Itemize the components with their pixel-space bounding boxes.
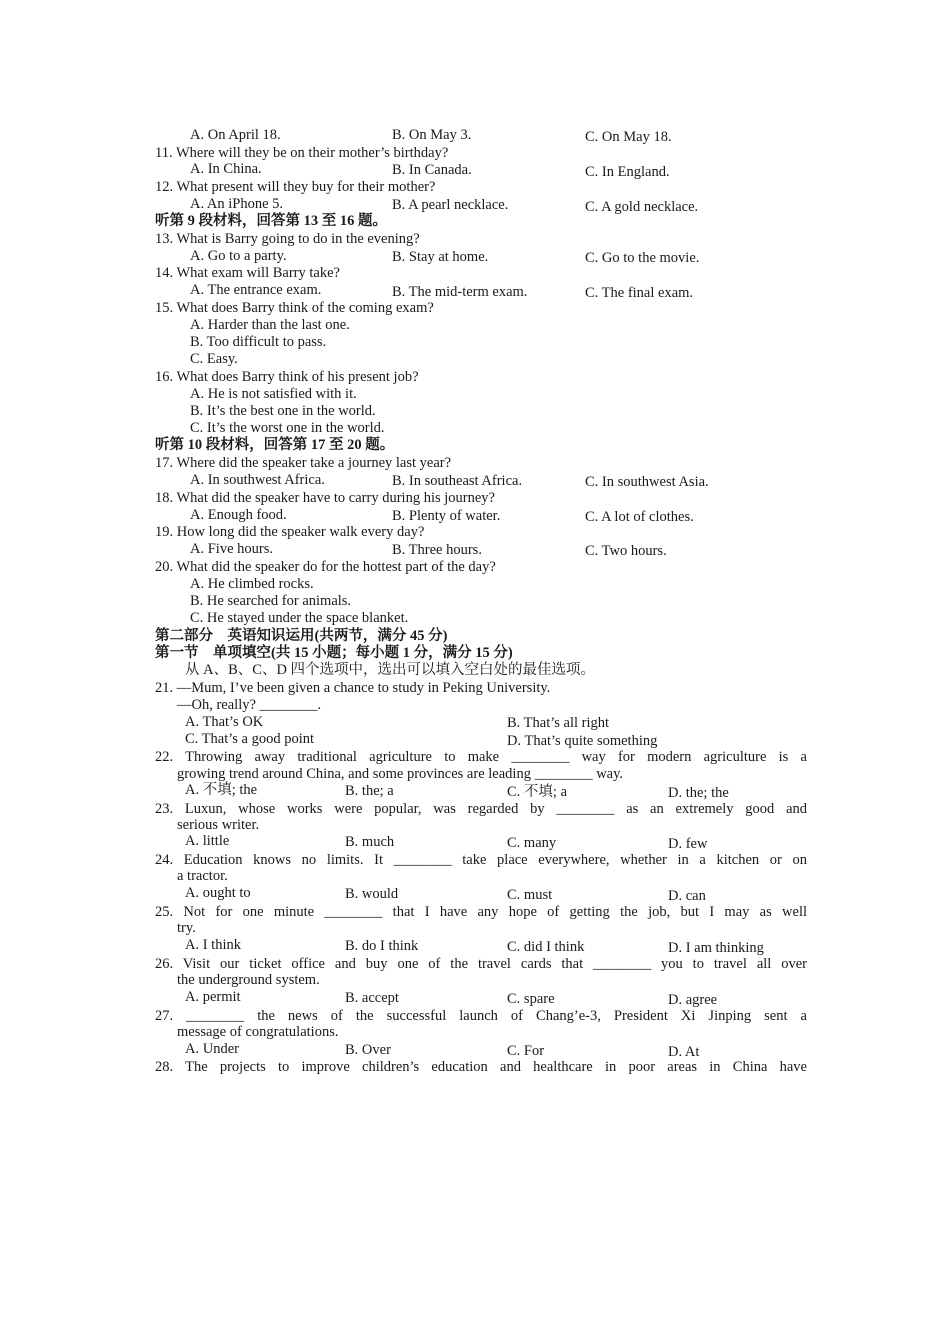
q27-stem: 27. ________ the news of the successful launch of Chang’e-3, President Xi Jinping sent a bbox=[155, 1008, 807, 1024]
q22-option-d: D. the; the bbox=[668, 785, 729, 801]
q17-option-a: A. In southwest Africa. bbox=[190, 472, 325, 488]
q22-stem: 22. Throwing away traditional agriculture to make ________ way for modern agriculture is a bbox=[155, 749, 807, 765]
q11-stem: 11. Where will they be on their mother’s birthday? bbox=[155, 145, 449, 161]
q25-option-b: B. do I think bbox=[345, 938, 419, 954]
q24-stem-cont: a tractor. bbox=[177, 868, 228, 884]
q26-option-a: A. permit bbox=[185, 989, 241, 1005]
instructions: 从 A、B、C、D 四个选项中，选出可以填入空白处的最佳选项。 bbox=[185, 662, 596, 678]
q10-option-c: C. On May 18. bbox=[585, 129, 672, 145]
q16-option-a: A. He is not satisfied with it. bbox=[190, 386, 357, 402]
q12-option-a: A. An iPhone 5. bbox=[190, 196, 284, 212]
section-10-heading: 听第 10 段材料，回答第 17 至 20 题。 bbox=[155, 437, 395, 453]
q14-stem: 14. What exam will Barry take? bbox=[155, 265, 340, 281]
q19-option-a: A. Five hours. bbox=[190, 541, 273, 557]
q21-option-d: D. That’s quite something bbox=[507, 733, 658, 749]
q27-option-b: B. Over bbox=[345, 1042, 391, 1058]
section-9-heading: 听第 9 段材料，回答第 13 至 16 题。 bbox=[155, 213, 387, 229]
q26-option-d: D. agree bbox=[668, 992, 718, 1008]
q12-option-c: C. A gold necklace. bbox=[585, 199, 699, 215]
q20-option-c: C. He stayed under the space blanket. bbox=[190, 610, 409, 626]
q21-option-a: A. That’s OK bbox=[185, 714, 264, 730]
q24-option-a: A. ought to bbox=[185, 885, 251, 901]
q24-option-d: D. can bbox=[668, 888, 706, 904]
q14-option-a: A. The entrance exam. bbox=[190, 282, 322, 298]
q18-option-b: B. Plenty of water. bbox=[392, 508, 501, 524]
q24-option-b: B. would bbox=[345, 886, 399, 902]
part-2-heading: 第二部分 英语知识运用(共两节，满分 45 分) bbox=[155, 628, 448, 644]
q19-option-b: B. Three hours. bbox=[392, 542, 482, 558]
q18-option-c: C. A lot of clothes. bbox=[585, 509, 694, 525]
q26-option-c: C. spare bbox=[507, 991, 555, 1007]
q15-option-c: C. Easy. bbox=[190, 351, 238, 367]
q21-stem-cont: —Oh, really? ________. bbox=[177, 697, 322, 713]
q26-stem-cont: the underground system. bbox=[177, 972, 320, 988]
q18-option-a: A. Enough food. bbox=[190, 507, 287, 523]
q16-stem: 16. What does Barry think of his present job? bbox=[155, 369, 419, 385]
q14-option-c: C. The final exam. bbox=[585, 285, 694, 301]
q26-option-b: B. accept bbox=[345, 990, 399, 1006]
q14-option-b: B. The mid-term exam. bbox=[392, 284, 528, 300]
q15-stem: 15. What does Barry think of the coming exam? bbox=[155, 300, 434, 316]
q11-option-b: B. In Canada. bbox=[392, 162, 472, 178]
q17-option-c: C. In southwest Asia. bbox=[585, 474, 709, 490]
q19-stem: 19. How long did the speaker walk every day? bbox=[155, 524, 425, 540]
q27-stem-cont: message of congratulations. bbox=[177, 1024, 339, 1040]
q15-option-a: A. Harder than the last one. bbox=[190, 317, 350, 333]
q25-option-d: D. I am thinking bbox=[668, 940, 764, 956]
q13-option-b: B. Stay at home. bbox=[392, 249, 489, 265]
q11-option-c: C. In England. bbox=[585, 164, 670, 180]
q28-stem: 28. The projects to improve children’s education and healthcare in poor areas in China have bbox=[155, 1059, 807, 1075]
q23-stem: 23. Luxun, whose works were popular, was regarded by ________ as an extremely good and bbox=[155, 801, 807, 817]
q10-option-b: B. On May 3. bbox=[392, 127, 472, 143]
q13-option-c: C. Go to the movie. bbox=[585, 250, 700, 266]
q24-stem: 24. Education knows no limits. It ________ take place everywhere, whether in a kitchen or on bbox=[155, 852, 807, 868]
q12-option-b: B. A pearl necklace. bbox=[392, 197, 509, 213]
q21-option-c: C. That’s a good point bbox=[185, 731, 315, 747]
q23-option-b: B. much bbox=[345, 834, 395, 850]
q27-option-d: D. At bbox=[668, 1044, 700, 1060]
q22-option-c: C. 不填; a bbox=[507, 784, 568, 800]
q23-option-a: A. little bbox=[185, 833, 230, 849]
q23-stem-cont: serious writer. bbox=[177, 817, 260, 833]
q13-option-a: A. Go to a party. bbox=[190, 248, 287, 264]
q10-option-a: A. On April 18. bbox=[190, 127, 281, 143]
q18-stem: 18. What did the speaker have to carry during his journey? bbox=[155, 490, 495, 506]
q19-option-c: C. Two hours. bbox=[585, 543, 667, 559]
q16-option-c: C. It’s the worst one in the world. bbox=[190, 420, 385, 436]
q22-stem-cont: growing trend around China, and some provinces are leading ________ way. bbox=[177, 766, 624, 782]
section-1-heading: 第一节 单项填空(共 15 小题；每小题 1 分，满分 15 分) bbox=[155, 645, 513, 661]
q22-option-b: B. the; a bbox=[345, 783, 394, 799]
q27-option-a: A. Under bbox=[185, 1041, 239, 1057]
q25-option-c: C. did I think bbox=[507, 939, 585, 955]
q12-stem: 12. What present will they buy for their mother? bbox=[155, 179, 436, 195]
q23-option-d: D. few bbox=[668, 836, 708, 852]
q17-stem: 17. Where did the speaker take a journey last year? bbox=[155, 455, 452, 471]
q25-stem: 25. Not for one minute ________ that I have any hope of getting the job, but I may as well bbox=[155, 904, 807, 920]
q23-option-c: C. many bbox=[507, 835, 557, 851]
q15-option-b: B. Too difficult to pass. bbox=[190, 334, 327, 350]
q21-stem: 21. —Mum, I’ve been given a chance to study in Peking University. bbox=[155, 680, 551, 696]
q11-option-a: A. In China. bbox=[190, 161, 262, 177]
q20-option-b: B. He searched for animals. bbox=[190, 593, 352, 609]
q16-option-b: B. It’s the best one in the world. bbox=[190, 403, 376, 419]
q24-option-c: C. must bbox=[507, 887, 553, 903]
q20-option-a: A. He climbed rocks. bbox=[190, 576, 314, 592]
q20-stem: 20. What did the speaker do for the hottest part of the day? bbox=[155, 559, 496, 575]
q27-option-c: C. For bbox=[507, 1043, 545, 1059]
q26-stem: 26. Visit our ticket office and buy one of the travel cards that ________ you to travel all over bbox=[155, 956, 807, 972]
q25-stem-cont: try. bbox=[177, 920, 196, 936]
q21-option-b: B. That’s all right bbox=[507, 715, 610, 731]
q22-option-a: A. 不填; the bbox=[185, 782, 258, 798]
q25-option-a: A. I think bbox=[185, 937, 241, 953]
q13-stem: 13. What is Barry going to do in the evening? bbox=[155, 231, 420, 247]
q17-option-b: B. In southeast Africa. bbox=[392, 473, 523, 489]
